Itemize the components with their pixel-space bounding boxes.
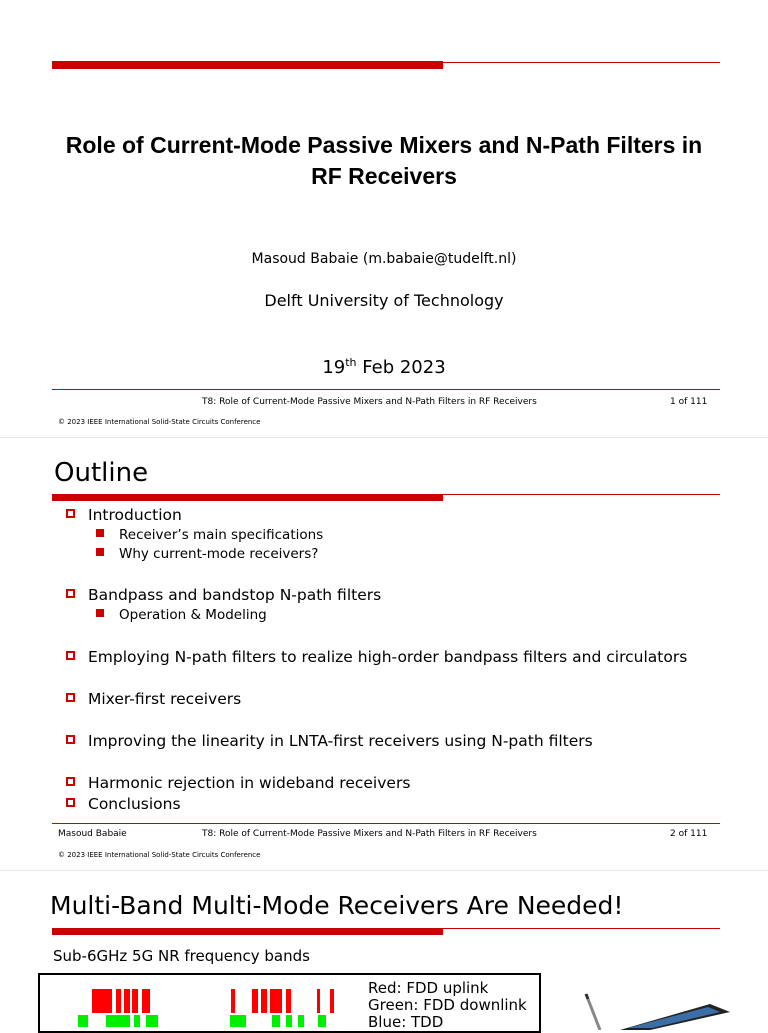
page-number: 2 of 111 [670,829,708,839]
header-accent-bar [52,61,443,69]
fdd-downlink-band [78,1015,88,1027]
title-accent-line [443,928,720,929]
fdd-uplink-band [261,989,267,1013]
stylus-icon [586,994,600,1030]
outline-item-text: Mixer-first receivers [88,690,242,708]
outline-item-text: Improving the linearity in LNTA-first receivers using N-path filters [88,732,593,750]
outline-subitem [96,607,267,623]
slide-title: Multi-Band Multi-Mode Receivers Are Needed! [50,891,624,920]
fdd-uplink-band [231,989,235,1013]
tablet-and-stylus-illustration [570,990,768,1030]
footer-title: T8: Role of Current-Mode Passive Mixers and N-Path Filters in RF Receivers [202,829,537,839]
copyright: © 2023 IEEE International Solid-State Circuits Conference [58,418,261,426]
footer-divider [52,823,720,824]
chart-legend [368,980,527,1031]
fdd-downlink-band [134,1015,140,1027]
fdd-uplink-band [124,989,130,1013]
fdd-downlink-band [298,1015,304,1027]
outline-item-text: Bandpass and bandstop N-path filters [88,586,382,604]
fdd-downlink-band [146,1015,158,1027]
bullet-square-icon [96,609,104,617]
footer-author: Masoud Babaie [58,829,127,839]
bullet-box-icon [66,589,75,598]
fdd-uplink-band [132,989,138,1013]
author-line: Masoud Babaie (m.babaie@tudelft.nl) [251,251,517,267]
outline-item [66,732,593,750]
fdd-uplink-band [142,989,150,1013]
outline-subitem-text: Receiver’s main specifications [119,527,324,543]
outline-item-text: Harmonic rejection in wideband receivers [88,774,411,792]
fdd-downlink-band [318,1015,326,1027]
bullet-box-icon [66,798,75,807]
outline-subitem [96,546,318,562]
footer-divider [52,389,720,390]
fdd-uplink-band [330,989,334,1013]
title-accent-line [443,494,720,495]
presentation-date [0,357,768,378]
bullet-box-icon [66,693,75,702]
bullet-square-icon [96,548,104,556]
outline-subitem [96,527,323,543]
slide-subtitle: Sub-6GHz 5G NR frequency bands [53,947,310,965]
outline-item [66,648,687,666]
fdd-downlink-band [272,1015,280,1027]
slide-separator [0,437,768,438]
outline-item [66,586,381,604]
date-suffix: th [345,356,357,369]
header-accent-line [443,62,720,63]
outline-item [66,690,241,708]
copyright: © 2023 IEEE International Solid-State Circuits Conference [58,851,261,859]
bullet-box-icon [66,651,75,660]
slide-separator [0,870,768,871]
outline-subitem-text: Why current-mode receivers? [119,546,319,562]
outline-item [66,774,410,792]
outline-subitem-text: Operation & Modeling [119,607,267,623]
outline-item-text: Employing N-path filters to realize high-order bandpass filters and circulators [88,648,688,666]
bullet-box-icon [66,735,75,744]
tablet-icon [620,1004,730,1030]
fdd-uplink-band [270,989,282,1013]
legend-tdd: Blue: TDD [368,1013,444,1031]
bullet-box-icon [66,509,75,518]
footer-title: T8: Role of Current-Mode Passive Mixers and N-Path Filters in RF Receivers [202,397,537,407]
title-accent-bar [52,928,443,935]
page-number: 1 of 111 [670,397,708,407]
outline-item-text: Introduction [88,506,182,524]
affiliation: Delft University of Technology [264,291,504,310]
outline-item [66,795,181,813]
fdd-downlink-band [230,1015,246,1027]
bullet-box-icon [66,777,75,786]
fdd-uplink-band [317,989,320,1013]
fdd-uplink-band [252,989,258,1013]
date-day: 19 [322,357,346,378]
outline-item-text: Conclusions [88,795,181,813]
fdd-uplink-band [92,989,112,1013]
title-accent-bar [52,494,443,501]
legend-fdd-uplink: Red: FDD uplink [368,979,489,997]
fdd-uplink-band [116,989,121,1013]
legend-fdd-downlink: Green: FDD downlink [368,996,527,1014]
bullet-square-icon [96,529,104,537]
fdd-downlink-band [106,1015,130,1027]
date-rest: Feb 2023 [356,357,446,378]
presentation-title: Role of Current-Mode Passive Mixers and N-Path Filters in RF Receivers [65,132,703,189]
fdd-uplink-band [286,989,291,1013]
slide-title: Outline [54,458,149,488]
fdd-downlink-band [286,1015,292,1027]
outline-item [66,506,182,524]
